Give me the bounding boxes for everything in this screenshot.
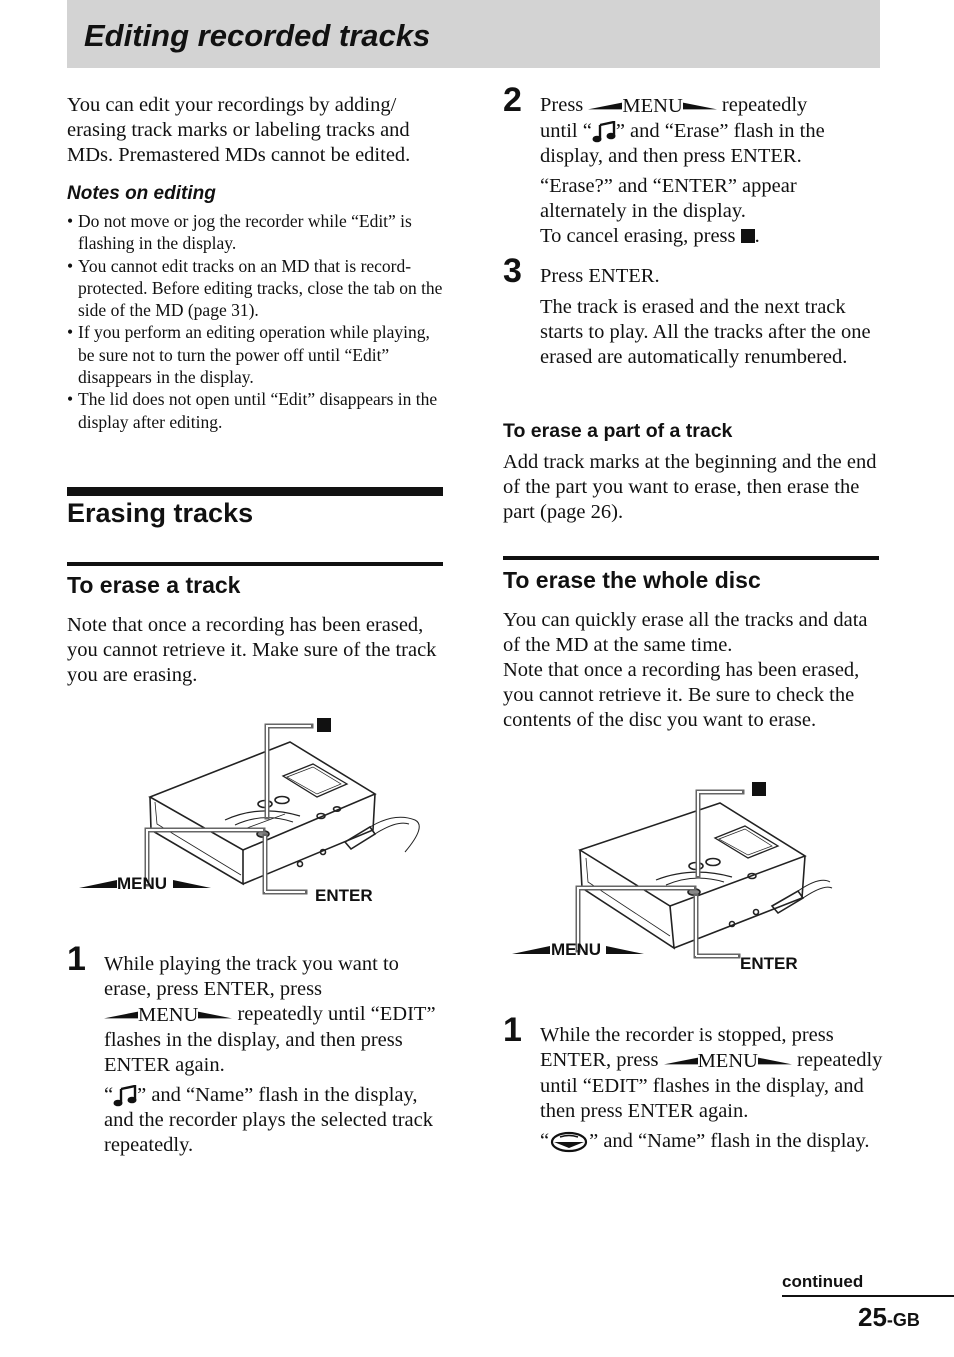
stop-icon xyxy=(752,782,766,796)
section-heading: Erasing tracks xyxy=(67,498,254,528)
step-number: 2 xyxy=(503,81,522,119)
md-recorder-illustration xyxy=(75,712,445,927)
subsection-intro: Note that once a recording has been erased, you cannot retrieve it. Make sure of the track you are erasing. xyxy=(67,614,437,686)
menu-arrow-icon xyxy=(198,1010,232,1020)
step-number: 1 xyxy=(503,1011,522,1049)
enter-label: ENTER xyxy=(315,886,373,905)
menu-button-ref: MENU xyxy=(588,94,716,119)
subsection-rule xyxy=(503,556,879,560)
disc-icon xyxy=(549,1131,589,1153)
list-item: • If you perform an editing operation while playing, be sure not to turn the power off until “Edit” disappears in the display. xyxy=(67,321,443,388)
step-number: 3 xyxy=(503,252,522,290)
list-item: • Do not move or jog the recorder while “Edit” is flashing in the display. xyxy=(67,210,443,255)
section-rule xyxy=(67,487,443,496)
continued-label: continued xyxy=(782,1272,864,1291)
menu-label: MENU xyxy=(117,874,168,893)
erase-disc-text: You can quickly erase all the tracks and data of the MD at the same time. Note that once a recording has been erased, you cannot retrieve it. Be sure to check the contents of the disc you want to erase. xyxy=(503,609,868,731)
notes-list xyxy=(67,210,443,433)
recorder-figure xyxy=(510,778,880,983)
music-note-icon xyxy=(592,121,616,143)
menu-label: MENU xyxy=(551,940,602,959)
menu-button-ref: MENU xyxy=(104,1003,232,1028)
step-2-text: Press MENU repeatedly until “ ” and “Erase” flash in the display, and then press ENTER. “Erase?” and “ENTER” appear alternately in the display. To cancel erasing, press . xyxy=(540,94,825,247)
recorder-figure xyxy=(75,712,445,927)
erase-part-text: Add track marks at the beginning and the end of the part you want to erase, then erase the part (page 26). xyxy=(503,451,877,523)
step-3-text: Press ENTER. The track is erased and the next track starts to play. All the tracks after the one erased are automatically renumbered. xyxy=(540,265,871,368)
enter-label: ENTER xyxy=(740,954,798,973)
subsection-rule xyxy=(67,562,443,566)
subsection-heading: To erase a part of a track xyxy=(503,420,733,442)
page-number: 25-GB xyxy=(858,1302,920,1332)
intro-text: You can edit your recordings by adding/ erasing track marks or labeling tracks and MDs. Premastered MDs cannot be edited. xyxy=(67,94,411,166)
music-note-icon xyxy=(113,1085,137,1107)
subsection-heading: To erase a track xyxy=(67,572,241,598)
footer-rule xyxy=(782,1295,954,1297)
menu-arrow-icon xyxy=(588,101,622,111)
stop-icon xyxy=(741,229,755,243)
page-title: Editing recorded tracks xyxy=(84,18,431,53)
disc-step-1-text: While the recorder is stopped, press ENTER, press MENU repeatedly until “EDIT” flashes in the display, and then press ENTER again. “ ” and “Name” flash in the display. xyxy=(540,1024,883,1152)
list-item: • You cannot edit tracks on an MD that is record-protected. Before editing tracks, close the tab on the side of the MD (page 31). xyxy=(67,255,443,322)
subsection-heading: To erase the whole disc xyxy=(503,567,761,593)
menu-button-ref: MENU xyxy=(664,1049,792,1074)
step-1-text: While playing the track you want to erase, press ENTER, press MENU repeatedly until “EDIT” flashes in the display, and then press ENTER again. “ ” and “Name” flash in the display, and the recorder plays the selected track repeatedly. xyxy=(104,953,436,1156)
menu-arrow-icon xyxy=(683,101,717,111)
menu-arrow-icon xyxy=(758,1056,792,1066)
menu-arrow-icon xyxy=(664,1056,698,1066)
notes-title: Notes on editing xyxy=(67,183,216,204)
list-item: • The lid does not open until “Edit” disappears in the display after editing. xyxy=(67,388,443,433)
step-number: 1 xyxy=(67,940,86,978)
stop-icon xyxy=(317,718,331,732)
menu-arrow-icon xyxy=(104,1010,138,1020)
